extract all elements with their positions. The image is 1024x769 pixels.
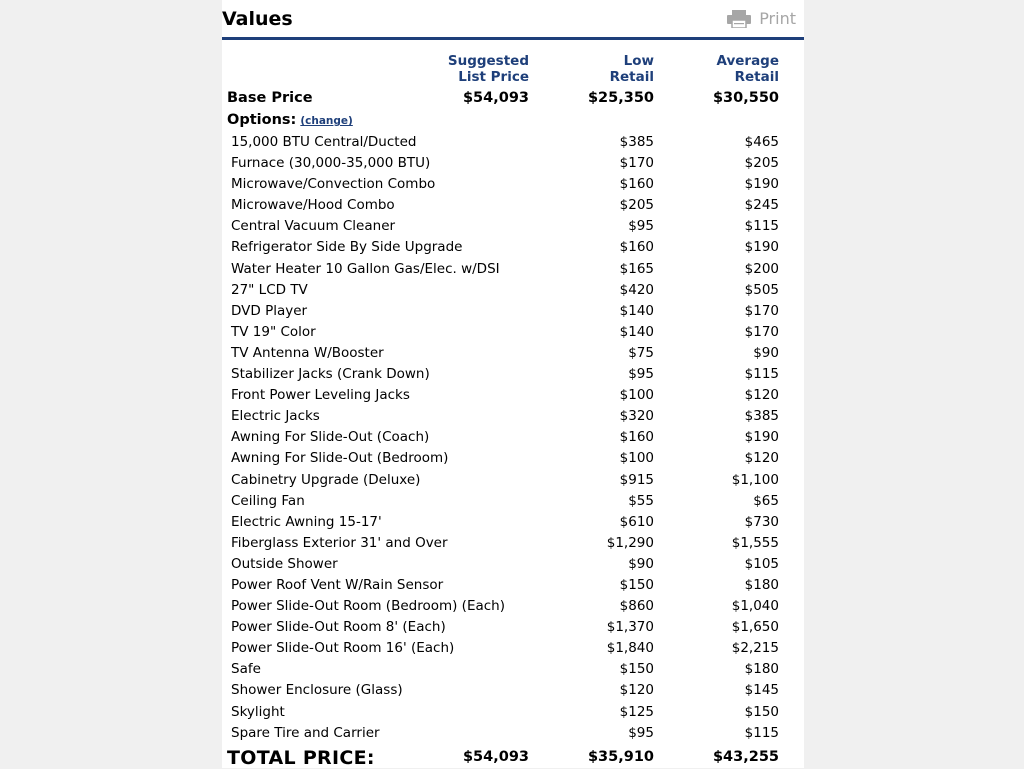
column-header-suggested-list-price: [448, 53, 529, 85]
option-average-value: $1,040: [731, 598, 779, 615]
table-row: [222, 132, 804, 153]
base-price-row: [222, 89, 804, 109]
column-header-line: Suggested: [447, 53, 529, 69]
option-average-value: $120: [744, 387, 779, 404]
table-row: [222, 259, 804, 280]
option-average-value: $245: [744, 197, 779, 214]
table-row: [222, 491, 804, 512]
total-price-row: [222, 746, 804, 768]
option-name: Fiberglass Exterior 31' and Over: [231, 534, 448, 551]
option-name: Power Slide-Out Room 16' (Each): [231, 640, 455, 657]
table-row: [222, 153, 804, 174]
option-low-value: $125: [619, 703, 654, 720]
table-row: [222, 512, 804, 533]
option-average-value: $170: [744, 323, 779, 340]
table-row: [222, 575, 804, 596]
table-row: [222, 702, 804, 723]
column-header-line: Retail: [609, 69, 654, 85]
option-average-value: $180: [744, 576, 779, 593]
table-row: [222, 596, 804, 617]
option-name: Outside Shower: [231, 555, 338, 572]
values-panel: [222, 0, 804, 768]
option-name: Water Heater 10 Gallon Gas/Elec. w/DSI: [231, 260, 500, 277]
table-row: [222, 554, 804, 575]
table-row: [222, 533, 804, 554]
table-row: [222, 301, 804, 322]
option-average-value: $190: [744, 176, 779, 193]
option-low-value: $150: [619, 576, 654, 593]
option-name: Safe: [231, 661, 261, 678]
option-name: Spare Tire and Carrier: [231, 724, 380, 741]
option-name: Microwave/Convection Combo: [231, 176, 436, 193]
option-low-value: $95: [628, 366, 654, 383]
option-average-value: $2,215: [731, 640, 779, 657]
option-low-value: $170: [619, 155, 654, 172]
option-low-value: $140: [619, 323, 654, 340]
total-average-value: $43,255: [712, 749, 779, 765]
option-low-value: $150: [619, 661, 654, 678]
option-low-value: $420: [619, 281, 654, 298]
column-header-line: Low: [623, 53, 654, 69]
option-name: Power Slide-Out Room (Bedroom) (Each): [231, 598, 506, 615]
table-row: [222, 364, 804, 385]
print-button[interactable]: [727, 9, 796, 28]
option-average-value: $150: [744, 703, 779, 720]
option-low-value: $160: [619, 176, 654, 193]
table-row: [222, 659, 804, 680]
table-row: [222, 343, 804, 364]
option-name: Front Power Leveling Jacks: [231, 387, 410, 404]
option-name: Shower Enclosure (Glass): [231, 682, 403, 699]
option-average-value: $120: [744, 450, 779, 467]
option-low-value: $95: [628, 218, 654, 235]
option-average-value: $190: [744, 429, 779, 446]
option-name: Power Slide-Out Room 8' (Each): [231, 619, 446, 636]
option-average-value: $115: [744, 366, 779, 383]
table-row: [222, 680, 804, 701]
option-name: Cabinetry Upgrade (Deluxe): [231, 471, 421, 488]
table-row: [222, 617, 804, 638]
option-low-value: $860: [619, 598, 654, 615]
option-name: Awning For Slide-Out (Coach): [231, 429, 430, 446]
table-row: [222, 638, 804, 659]
option-name: 15,000 BTU Central/Ducted: [231, 134, 417, 150]
column-header-average-retail: [716, 53, 779, 85]
table-row: [222, 448, 804, 469]
option-average-value: $115: [744, 724, 779, 741]
option-average-value: $180: [744, 661, 779, 678]
option-name: TV 19" Color: [231, 323, 316, 340]
options-list: [222, 132, 804, 744]
option-name: Power Roof Vent W/Rain Sensor: [231, 576, 444, 593]
option-low-value: $320: [619, 408, 654, 425]
options-label: Options:: [227, 112, 297, 128]
table-row: [222, 216, 804, 237]
option-name: Furnace (30,000-35,000 BTU): [231, 155, 431, 172]
change-options-link[interactable]: (change): [300, 115, 353, 127]
option-average-value: $505: [744, 281, 779, 298]
print-label: Print: [759, 9, 796, 28]
option-low-value: $1,290: [606, 534, 654, 551]
column-header-low-retail: [610, 53, 654, 85]
option-low-value: $95: [628, 724, 654, 741]
option-low-value: $100: [619, 387, 654, 404]
base-average-value: $30,550: [712, 90, 779, 106]
printer-icon: [727, 10, 751, 28]
option-average-value: $465: [744, 134, 779, 150]
option-name: Central Vacuum Cleaner: [231, 218, 396, 235]
options-header: [222, 111, 804, 131]
table-row: [222, 174, 804, 195]
option-low-value: $165: [619, 260, 654, 277]
column-header-line: Average: [716, 53, 779, 69]
option-name: Skylight: [231, 703, 285, 720]
option-average-value: $200: [744, 260, 779, 277]
option-low-value: $140: [619, 302, 654, 319]
option-low-value: $55: [628, 492, 654, 509]
values-header: [222, 0, 804, 40]
total-suggested-value: $54,093: [462, 749, 529, 765]
option-average-value: $730: [744, 513, 779, 530]
table-row: [222, 237, 804, 258]
table-row: [222, 427, 804, 448]
table-row: [222, 195, 804, 216]
option-name: Electric Awning 15-17': [231, 513, 382, 530]
option-average-value: $90: [753, 344, 779, 361]
option-low-value: $90: [628, 555, 654, 572]
option-name: Refrigerator Side By Side Upgrade: [231, 239, 463, 256]
table-row: [222, 280, 804, 301]
base-suggested-value: $54,093: [462, 90, 529, 106]
option-average-value: $115: [744, 218, 779, 235]
option-name: Microwave/Hood Combo: [231, 197, 395, 214]
option-average-value: $1,555: [731, 534, 779, 551]
option-name: 27" LCD TV: [231, 281, 308, 298]
option-name: TV Antenna W/Booster: [231, 344, 384, 361]
option-low-value: $160: [619, 239, 654, 256]
options-header-content: [227, 112, 353, 128]
option-low-value: $915: [619, 471, 654, 488]
option-average-value: $1,650: [731, 619, 779, 636]
page-title: Values: [222, 8, 293, 30]
option-low-value: $100: [619, 450, 654, 467]
option-average-value: $145: [744, 682, 779, 699]
table-row: [222, 470, 804, 491]
option-average-value: $385: [744, 408, 779, 425]
option-name: Ceiling Fan: [231, 492, 305, 509]
base-low-value: $25,350: [587, 90, 654, 106]
option-name: Electric Jacks: [231, 408, 320, 425]
option-low-value: $75: [628, 344, 654, 361]
option-average-value: $1,100: [731, 471, 779, 488]
option-average-value: $65: [753, 492, 779, 509]
option-low-value: $205: [619, 197, 654, 214]
total-price-label: TOTAL PRICE:: [227, 747, 375, 769]
table-row: [222, 385, 804, 406]
option-average-value: $205: [744, 155, 779, 172]
option-average-value: $190: [744, 239, 779, 256]
option-low-value: $1,370: [606, 619, 654, 636]
table-row: [222, 723, 804, 744]
option-low-value: $610: [619, 513, 654, 530]
option-low-value: $120: [619, 682, 654, 699]
total-low-value: $35,910: [587, 749, 654, 765]
column-header-line: List Price: [458, 69, 529, 85]
option-low-value: $160: [619, 429, 654, 446]
option-name: Stabilizer Jacks (Crank Down): [231, 366, 430, 383]
option-low-value: $1,840: [606, 640, 654, 657]
option-low-value: $385: [619, 134, 654, 150]
option-name: DVD Player: [231, 302, 308, 319]
option-average-value: $105: [744, 555, 779, 572]
column-header-line: Retail: [734, 69, 779, 85]
option-name: Awning For Slide-Out (Bedroom): [231, 450, 449, 467]
table-row: [222, 322, 804, 343]
option-average-value: $170: [744, 302, 779, 319]
base-price-label: Base Price: [227, 90, 313, 106]
table-row: [222, 406, 804, 427]
